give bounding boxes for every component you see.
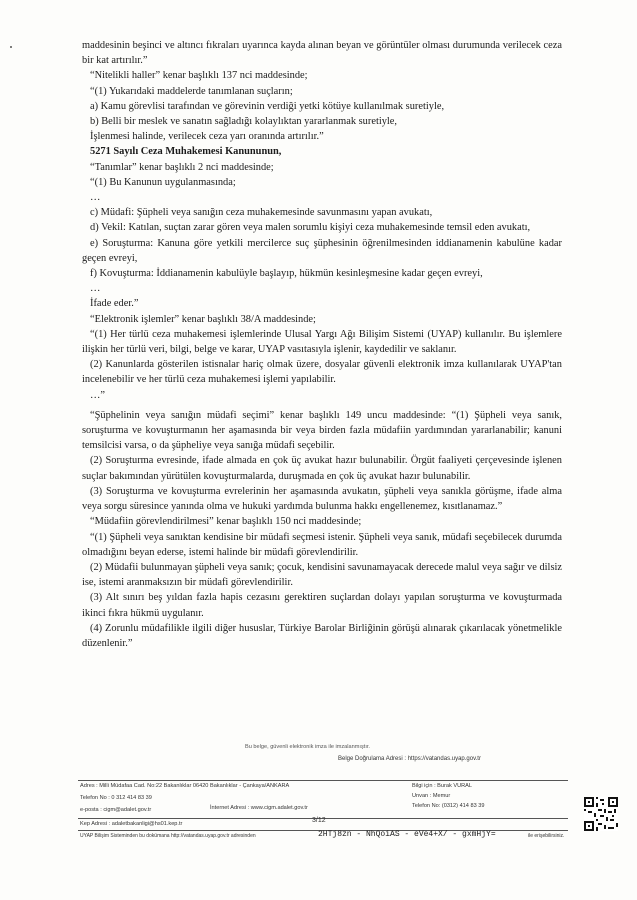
paragraph-2: “Nitelikli haller” kenar başlıklı 137 nci maddesinde; bbox=[90, 70, 308, 82]
footer-top-rule bbox=[78, 780, 568, 781]
paragraph-3: “(1) Yukarıdaki maddelerde tanımlanan suçların; bbox=[90, 85, 293, 97]
paragraph-16: İfade eder.” bbox=[90, 298, 139, 310]
paragraph-23: (3) Soruşturma ve kovuşturma evrelerinin her aşamasında avukatın, şüpheli veya sanıkla görüşme, ifade alma veya sorgu süresince yanında olma ve hukuki yardımda bulunma hakkı engellenemez, kısıtlanamaz.” bbox=[82, 485, 562, 513]
paragraph-25: “(1) Şüpheli veya sanıktan kendisine bir müdafi seçmesi istenir. Şüpheli veya sanık, müdafi seçebilecek durumda olmadığını beyan ederse, istemi halinde bir müdafi görevlendirilir. bbox=[82, 531, 562, 558]
paragraph-9: “(1) Bu Kanunun uygulanmasında; bbox=[90, 176, 236, 188]
paragraph-5: b) Belli bir meslek ve sanatın sağladığı kolaylıktan yararlanmak suretiyle, bbox=[90, 116, 398, 128]
qr-code-icon bbox=[584, 797, 618, 831]
ellipsis-1: … bbox=[90, 192, 101, 204]
page-number: 3/12 bbox=[312, 817, 326, 824]
margin-mark bbox=[10, 46, 12, 48]
paragraph-26: (2) Müdafii bulunmayan şüpheli veya sanık; çocuk, kendisini savunamayacak derecede malul veya sağır ve dilsiz ise, istemi aranmaksızın bir müdafi görevlendirilir. bbox=[82, 561, 562, 589]
footer-email: e-posta : cigm@adalet.gov.tr bbox=[80, 807, 152, 813]
footer-contact-phone: Telefon No: (0312) 414 83 39 bbox=[412, 803, 485, 809]
esign-note: Bu belge, güvenli elektronik imza ile imzalanmıştır. bbox=[245, 744, 370, 750]
paragraph-22: (2) Soruşturma evresinde, ifade almada en çok üç avukat hazır bulunabilir. Örgüt faaliyeti çerçevesinde işlenen suçlar bakımından yürütülen kovuşturmalarda, duruşmada en çok üç avukat hazır bulunabilir. bbox=[82, 455, 562, 482]
document-code: 2HTj8zn - NhQoiAS - eVe4+X/ - gxmHjY= bbox=[318, 830, 496, 839]
paragraph-4: a) Kamu görevlisi tarafından ve görevinin verdiği yetki kötüye kullanılmak suretiyle, bbox=[90, 100, 445, 112]
footer-uyap-suffix: ile erişebilirsiniz. bbox=[528, 833, 565, 839]
paragraph-13: e) Soruşturma: Kanuna göre yetkili mercilerce suç şüphesinin öğrenilmesinden iddianamenin kabulüne kadar geçen evreyi, bbox=[82, 237, 562, 264]
paragraph-17: “Elektronik işlemler” kenar başlıklı 38/A maddesinde; bbox=[90, 313, 316, 325]
paragraph-1: maddesinin beşinci ve altıncı fıkraları uyarınca kayda alınan beyan ve görüntüler olması durumunda verilecek ceza bir kat artırılır.” bbox=[82, 40, 562, 67]
paragraph-19: (2) Kanunlarda gösterilen istisnalar hariç olmak üzere, dosyalar güvenli elektronik imza kullanılarak UYAP'tan incelenebilir ve her türlü ceza muhakemesi işlemi yapılabilir. bbox=[82, 359, 562, 386]
verification-address: Belge Doğrulama Adresi : https://vatandas.uyap.gov.tr bbox=[338, 756, 481, 762]
paragraph-12: d) Vekil: Katılan, suçtan zarar gören veya malen sorumlu kişiyi ceza muhakemesinde temsil eden avukatı, bbox=[90, 222, 531, 234]
ellipsis-3: …” bbox=[90, 389, 106, 401]
paragraph-28: (4) Zorunlu müdafilikle ilgili diğer hususlar, Türkiye Barolar Birliğinin görüşü alınarak çıkarılacak yönetmelikle düzenlenir.” bbox=[82, 622, 562, 649]
paragraph-8: “Tanımlar” kenar başlıklı 2 nci maddesinde; bbox=[90, 161, 274, 173]
footer-contact: Bilgi için : Burak VURAL bbox=[412, 783, 472, 789]
paragraph-24: “Müdafiin görevlendirilmesi” kenar başlıklı 150 nci maddesinde; bbox=[90, 516, 362, 528]
law-heading: 5271 Sayılı Ceza Muhakemesi Kanununun, bbox=[90, 146, 282, 158]
footer-title: Unvan : Memur bbox=[412, 793, 451, 799]
footer-address: Adres : Milli Müdafaa Cad. No:22 Bakanlıklar 06420 Bakanlıklar - Çankaya/ANKARA bbox=[80, 783, 290, 789]
paragraph-6: İşlenmesi halinde, verilecek ceza yarı oranında artırılır.” bbox=[90, 131, 324, 143]
footer-web: İnternet Adresi : www.cigm.adalet.gov.tr bbox=[210, 805, 308, 811]
paragraph-14: f) Kovuşturma: İddianamenin kabulüyle başlayıp, hükmün kesinleşmesine kadar geçen evreyi, bbox=[90, 268, 483, 280]
paragraph-21: “Şüphelinin veya sanığın müdafi seçimi” kenar başlıklı 149 uncu maddesinde: “(1) Şüpheli veya sanık, soruşturma ve kovuşturmanın her aşamasında bir veya birden fazla müdafiin yardımından yararlanabilir; kanuni temsilcisi varsa, o da şüpheliye veya sanığa müdafi seçebilir. bbox=[82, 409, 562, 452]
footer-uyap-prefix: UYAP Bilişim Sisteminden bu dokümana http://vatandas.uyap.gov.tr adresinden bbox=[80, 833, 256, 839]
paragraph-11: c) Müdafi: Şüpheli veya sanığın ceza muhakemesinde savunmasını yapan avukatı, bbox=[90, 207, 433, 219]
footer-phone: Telefon No : 0 312 414 83 39 bbox=[80, 795, 152, 801]
footer-kep: Kep Adresi : adaletbakanligi@hs01.kep.tr bbox=[80, 821, 183, 827]
paragraph-18: “(1) Her türlü ceza muhakemesi işlemlerinde Ulusal Yargı Ağı Bilişim Sistemi (UYAP) kullanılır. Bu işlemlere ilişkin her türlü veri, bilgi, belge ve karar, UYAP vasıtasıyla işlenir, kaydedilir ve saklanır. bbox=[82, 328, 562, 356]
paragraph-27: (3) Alt sınırı beş yıldan fazla hapis cezasını gerektiren suçlardan dolayı yapılan soruşturma ve kovuşturmada ikinci fıkra hükmü uygulanır. bbox=[82, 592, 562, 619]
ellipsis-2: … bbox=[90, 283, 101, 295]
document-body bbox=[82, 38, 562, 651]
